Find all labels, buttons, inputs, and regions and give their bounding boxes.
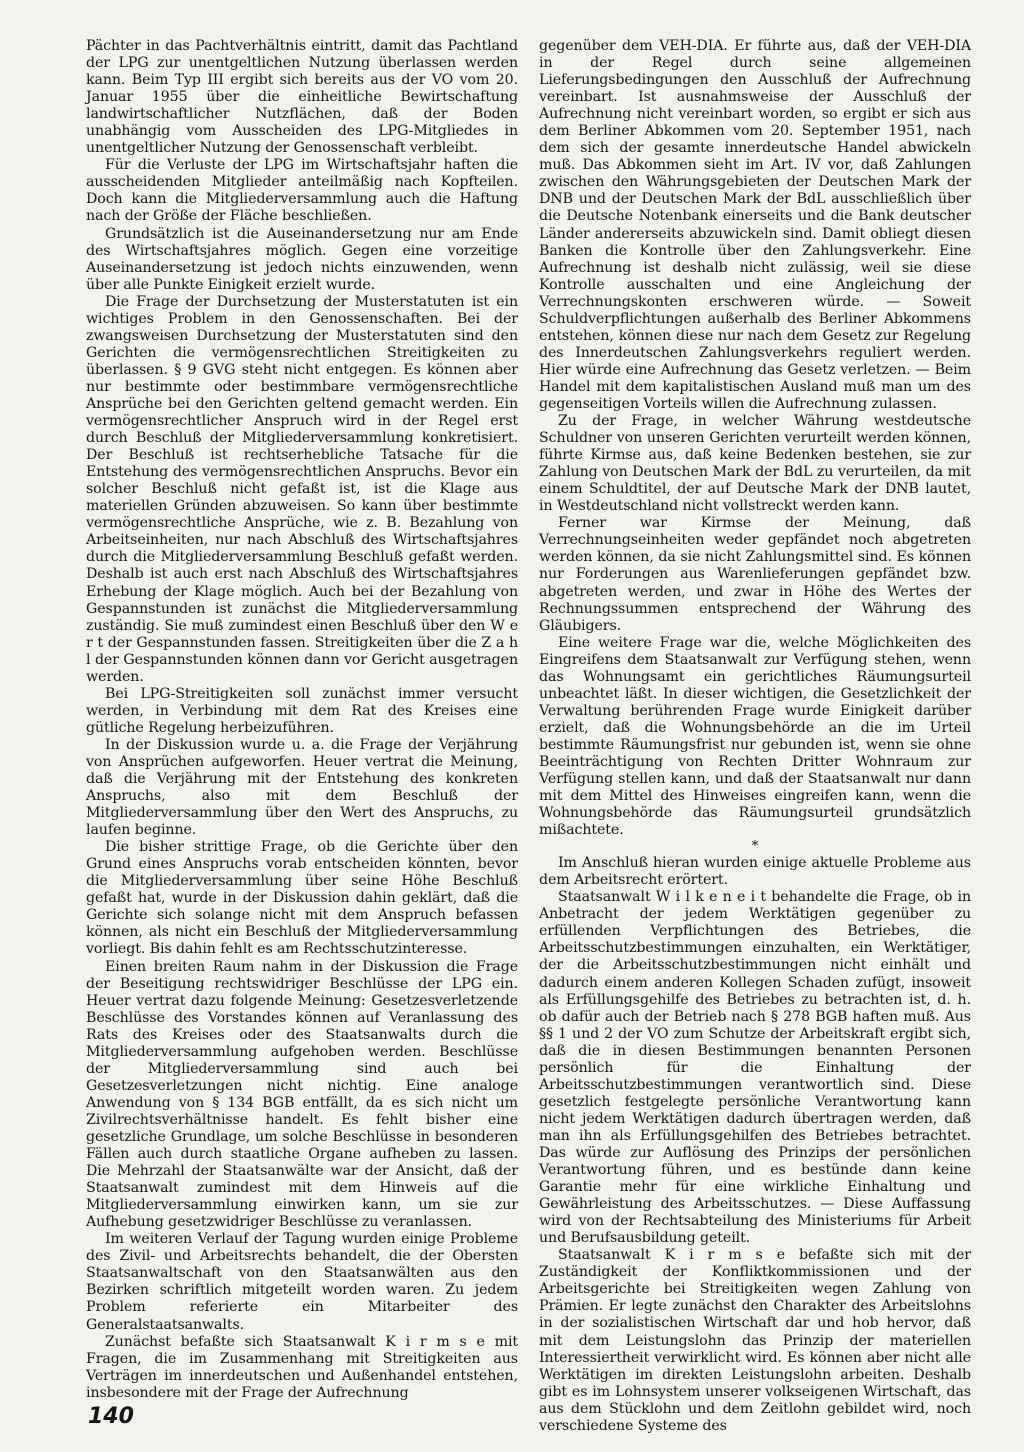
paragraph: Im weiteren Verlauf der Tagung wurden einige Probleme des Zivil- und Arbeitsrechts behandelt, die der Obersten Staatsanwaltschaft von den Staatsanwälten aus den Bezirken schriftlich mitgeteilt worden waren. Zu jedem Problem referierte ein Mitarbeiter des Generalstaatsanwalts. — [86, 1231, 518, 1333]
paragraph: Zu der Frage, in welcher Währung westdeutsche Schuldner von unseren Gerichten verurteilt werden können, führte Kirmse aus, daß keine Bedenken bestehen, sie zur Zahlung von Deutschen Mark der BdL zu verurteilen, da mit einem Schuldtitel, der auf Deutsche Mark der DNB lautet, in Westdeutschland nicht vollstreckt werden kann. — [539, 413, 971, 515]
paragraph: In der Diskussion wurde u. a. die Frage der Verjährung von Ansprüchen aufgeworfen. Heuer vertrat die Meinung, daß die Verjährung mit der Entstehung des konkreten Anspruchs, also mit dem Beschluß der Mitgliederversammlung über den Wert des Anspruchs, zu laufen beginne. — [86, 736, 518, 839]
paragraph: Eine weitere Frage war die, welche Möglichkeiten des Eingreifens dem Staatsanwalt zur Verfügung stehen, wenn das Wohnungsamt ein gerichtliches Räumungsurteil unbeachtet läßt. In dieser wichtigen, die Gesetzlichkeit der Verwaltung berührenden Frage wurde Einigkeit darüber erzielt, daß die Wohnungsbehörde an die im Urteil bestimmte Räumungsfrist nur gebunden ist, wenn sie ohne Beeinträchtigung von Rechten Dritter Wohnraum zur Verfügung stellen kann, und daß der Staatsanwalt nur dann mit dem Mittel des Hinweises eingreifen kann, wenn die Wohnungsbehörde das Räumungsurteil grundsätzlich mißachtete. — [539, 634, 971, 839]
paragraph: Die bisher strittige Frage, ob die Gerichte über den Grund eines Anspruchs vorab entscheiden könnten, bevor die Mitgliederversammlung über seine Höhe Beschluß gefaßt hat, wurde in der Diskussion dahin geklärt, daß die Gerichte sich solange nicht mit dem Anspruch befassen können, als nicht ein Beschluß der Mitgliederversammlung vorliegt. Bis dahin fehlt es am Rechtsschutzinteresse. — [86, 839, 518, 958]
paragraph: Im Anschluß hieran wurden einige aktuelle Probleme aus dem Arbeitsrecht erörtert. — [539, 855, 971, 889]
paragraph: Staatsanwalt W i l k e n e i t behandelte die Frage, ob in Anbetracht der jedem Werktätigen gegenüber zu erfüllenden Verpflichtungen des Betriebes, die Arbeitsschutzbestimmungen einzuhalten, ein Werktätiger, der die Arbeitsschutzbestimmungen nicht einhält und dadurch einem anderen Kollegen Schaden zufügt, insoweit als Erfüllungsgehilfe des Betriebes zu betrachten ist, d. h. ob dafür auch der Betrieb nach § 278 BGB haften muß. Aus §§ 1 und 2 der VO zum Schutze der Arbeitskraft ergibt sich, daß die in diesen Bestimmungen benannten Personen persönlich für die Einhaltung der Arbeitsschutzbestimmungen verantwortlich sind. Diese gesetzlich festgelegte persönliche Verantwortung kann nicht jedem Werktätigen dadurch übertragen werden, daß man ihn als Erfüllungsgehilfen des Betriebes betrachtet. Das würde zur Auflösung des Prinzips der persönlichen Verantwortung führen, und es bestünde dann keine Garantie mehr für eine wirkliche Einhaltung und Gewährleistung des Arbeitsschutzes. — Diese Auffassung wird von der Rechtsabteilung des Ministeriums für Arbeit und Berufsausbildung geteilt. — [539, 889, 971, 1247]
paragraph: Die Frage der Durchsetzung der Musterstatuten ist ein wichtiges Problem in den Genossenschaften. Bei der zwangsweisen Durchsetzung der Musterstatuten sind den Gerichten die vermögensrechtlichen Streitigkeiten zu überlassen. § 9 GVG steht nicht entgegen. Es können aber nur bestimmte oder bestimmbare vermögensrechtliche Ansprüche bei den Gerichten geltend gemacht werden. Ein vermögensrechtlicher Anspruch wird in der Regel erst durch Beschluß der Mitgliederversammlung konkretisiert. Der Beschluß ist rechtserhebliche Tatsache für die Entstehung des vermögensrechtlichen Anspruchs. Bevor ein solcher Beschluß nicht gefaßt ist, ist die Klage aus materiellen Gründen abzuweisen. So kann über bestimmte vermögensrechtliche Ansprüche, wie z. B. Bezahlung von Arbeitseinheiten, nur nach Abschluß des Wirtschaftsjahres durch die Mitgliederversammlung Beschluß gefaßt werden. Deshalb ist auch erst nach Abschluß des Wirtschaftsjahres Erhebung der Klage möglich. Auch bei der Bezahlung von Gespannstunden ist zunächst die Mitgliederversammlung zuständig. Sie muß zumindest einen Beschluß über den W e r t der Gespannstunden fassen. Streitigkeiten über die Z a h l der Gespannstunden können dann vor Gericht ausgetragen werden. — [86, 293, 518, 685]
paragraph: Staatsanwalt K i r m s e befaßte sich mit der Zuständigkeit der Konfliktkommissionen und der Arbeitsgerichte bei Streitigkeiten wegen Zahlung von Prämien. Er legte zunächst den Charakter des Arbeitslohns in der sozialistischen Wirtschaft dar und hob hervor, daß mit dem Leistungslohn das Prinzip der materiellen Interessiertheit verwirklicht wird. Es können aber nicht alle Werktätigen im direkten Leistungslohn arbeiten. Deshalb gibt es im Lohnsystem unserer volkseigenen Wirtschaft, das aus dem Stücklohn und dem Zeitlohn gebildet wird, noch verschiedene Systeme des — [539, 1247, 971, 1434]
paragraph: Ferner war Kirmse der Meinung, daß Verrechnungseinheiten weder gepfändet noch abgetreten werden können, da sie nicht Zahlungsmittel sind. Es können nur Forderungen aus Warenlieferungen gepfändet bzw. abgetreten werden, und zwar in Höhe des Wertes der Rechnungssummen entsprechend der Währung des Gläubigers. — [539, 515, 971, 634]
paragraph: Pächter in das Pachtverhältnis eintritt, damit das Pachtland der LPG zur unentgeltlichen Nutzung überlassen werden kann. Beim Typ III ergibt sich bereits aus der VO vom 20. Januar 1955 über die einheitliche Bewirtschaftung landwirtschaftlicher Nutzflächen, daß der Boden unabhängig vom Ausscheiden des LPG-Mitgliedes in unentgeltlicher Nutzung der Genossenschaft verbleibt. — [86, 38, 518, 157]
paragraph: Einen breiten Raum nahm in der Diskussion die Frage der Beseitigung rechtswidriger Beschlüsse der LPG ein. Heuer vertrat dazu folgende Meinung: Gesetzesverletzende Beschlüsse des Vorstandes können auf Veranlassung des Rats des Kreises oder des Staatsanwalts durch die Mitgliederversammlung aufgehoben werden. Beschlüsse der Mitgliederversammlung sind auch bei Gesetzesverletzungen nicht nichtig. Eine analoge Anwendung von § 134 BGB entfällt, da es sich nicht um Zivilrechtsverhältnisse handelt. Es fehlt bisher eine gesetzliche Grundlage, um solche Beschlüsse in besonderen Fällen auch durch staatliche Organe aufheben zu lassen. Die Mehrzahl der Staatsanwälte war der Ansicht, daß der Staatsanwalt zumindest mit dem Hinweis auf die Mitgliederversammlung einwirken kann, um sie zur Aufhebung gesetzwidriger Beschlüsse zu veranlassen. — [86, 958, 518, 1231]
paragraph: Bei LPG-Streitigkeiten soll zunächst immer versucht werden, in Verbindung mit dem Rat des Kreises eine gütliche Regelung herbeizuführen. — [86, 685, 518, 736]
paragraph: Für die Verluste der LPG im Wirtschaftsjahr haften die ausscheidenden Mitglieder anteilmäßig nach Kopfteilen. Doch kann die Mitgliederversammlung auch die Haftung nach der Größe der Fläche beschließen. — [86, 157, 518, 225]
paragraph: Grundsätzlich ist die Auseinandersetzung nur am Ende des Wirtschaftsjahres möglich. Gegen eine vorzeitige Auseinandersetzung ist jedoch nichts einzuwenden, wenn über alle Punkte Einigkeit erzielt wurde. — [86, 225, 518, 293]
paragraph: Zunächst befaßte sich Staatsanwalt K i r m s e mit Fragen, die im Zusammenhang mit Streitigkeiten aus Verträgen im innerdeutschen und Außenhandel entstehen, insbesondere mit der Frage der Aufrechnung — [86, 1333, 518, 1401]
section-separator: * — [751, 839, 759, 855]
page-number: 140 — [88, 1404, 134, 1429]
paragraph: gegenüber dem VEH-DIA. Er führte aus, daß der VEH-DIA in der Regel durch seine allgemeinen Lieferungsbedingungen den Ausschluß der Aufrechnung vereinbart. Ist ausnahmsweise der Ausschluß der Aufrechnung nicht vereinbart worden, so ergibt er sich aus dem Berliner Abkommen vom 20. September 1951, nach dem sich der gesamte innerdeutsche Handel abwickeln muß. Das Abkommen sieht im Art. IV vor, daß Zahlungen zwischen den Währungsgebieten der Deutschen Mark der DNB und der Deutschen Mark der BdL ausschließlich über die Deutsche Notenbank einerseits und die Bank deutscher Länder andererseits abzuwickeln sind. Damit obliegt diesen Banken die Kontrolle über den Zahlungsverkehr. Eine Aufrechnung ist deshalb nicht zulässig, weil sie diese Kontrolle ausschalten und eine Angleichung der Verrechnungskonten erschweren würde. — Soweit Schuldverpflichtungen außerhalb des Berliner Abkommens entstehen, können diese nur nach dem Gesetz zur Regelung des Innerdeutschen Zahlungsverkehrs reguliert werden. Hier würde eine Aufrechnung das Gesetz verletzen. — Beim Handel mit dem kapitalistischen Ausland muß man um des gegenseitigen Vorteils willen die Aufrechnung zulassen. — [539, 38, 971, 412]
left-column — [86, 38, 518, 1402]
right-column — [539, 38, 971, 1435]
